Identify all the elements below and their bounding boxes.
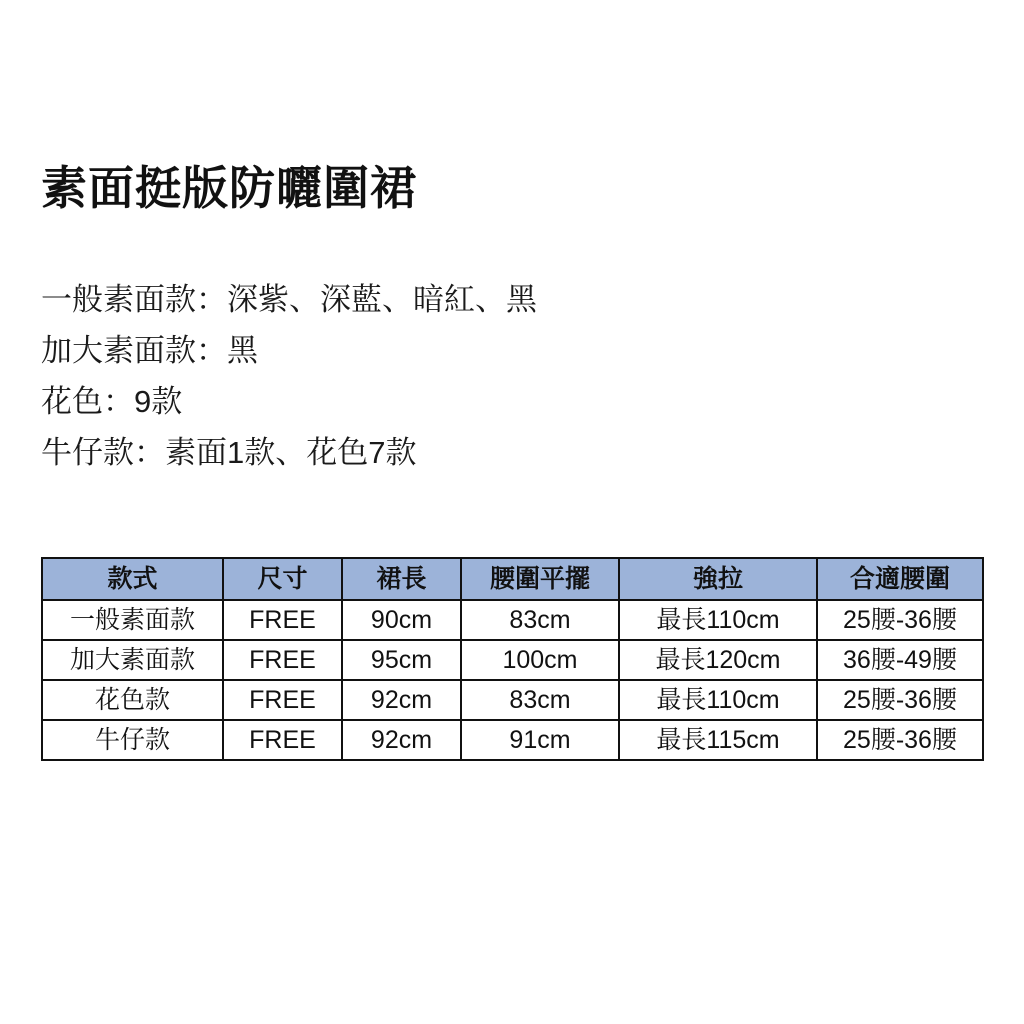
description-line-2: 加大素面款：黑	[41, 333, 258, 368]
cell-waist-flat: 83cm	[461, 680, 619, 720]
cell-fit-waist: 25腰-36腰	[817, 720, 983, 760]
table-row	[42, 600, 983, 640]
cell-size: FREE	[223, 680, 342, 720]
column-header-skirt-length: 裙長	[342, 558, 461, 600]
cell-waist-flat: 100cm	[461, 640, 619, 680]
column-header-size: 尺寸	[223, 558, 342, 600]
column-header-stretch: 強拉	[619, 558, 817, 600]
column-header-style: 款式	[42, 558, 223, 600]
cell-style: 花色款	[42, 680, 223, 720]
cell-fit-waist: 36腰-49腰	[817, 640, 983, 680]
cell-stretch: 最長110cm	[619, 600, 817, 640]
column-header-fit-waist: 合適腰圍	[817, 558, 983, 600]
cell-size: FREE	[223, 600, 342, 640]
page-title: 素面挺版防曬圍裙	[41, 162, 417, 214]
cell-size: FREE	[223, 720, 342, 760]
cell-stretch: 最長120cm	[619, 640, 817, 680]
column-header-waist-flat: 腰圍平擺	[461, 558, 619, 600]
table-row	[42, 680, 983, 720]
table-header-row	[42, 558, 983, 600]
cell-waist-flat: 83cm	[461, 600, 619, 640]
cell-style: 加大素面款	[42, 640, 223, 680]
description-line-1: 一般素面款：深紫、深藍、暗紅、黑	[41, 282, 537, 317]
cell-style: 牛仔款	[42, 720, 223, 760]
description-line-3: 花色：9款	[41, 384, 183, 419]
cell-skirt-length: 95cm	[342, 640, 461, 680]
cell-skirt-length: 92cm	[342, 680, 461, 720]
table-row	[42, 720, 983, 760]
cell-stretch: 最長115cm	[619, 720, 817, 760]
cell-fit-waist: 25腰-36腰	[817, 600, 983, 640]
cell-fit-waist: 25腰-36腰	[817, 680, 983, 720]
cell-stretch: 最長110cm	[619, 680, 817, 720]
cell-size: FREE	[223, 640, 342, 680]
description-line-4: 牛仔款：素面1款、花色7款	[41, 435, 417, 470]
description-block	[41, 274, 537, 478]
cell-skirt-length: 90cm	[342, 600, 461, 640]
cell-waist-flat: 91cm	[461, 720, 619, 760]
table-row	[42, 640, 983, 680]
cell-style: 一般素面款	[42, 600, 223, 640]
cell-skirt-length: 92cm	[342, 720, 461, 760]
size-chart-table	[41, 557, 984, 761]
